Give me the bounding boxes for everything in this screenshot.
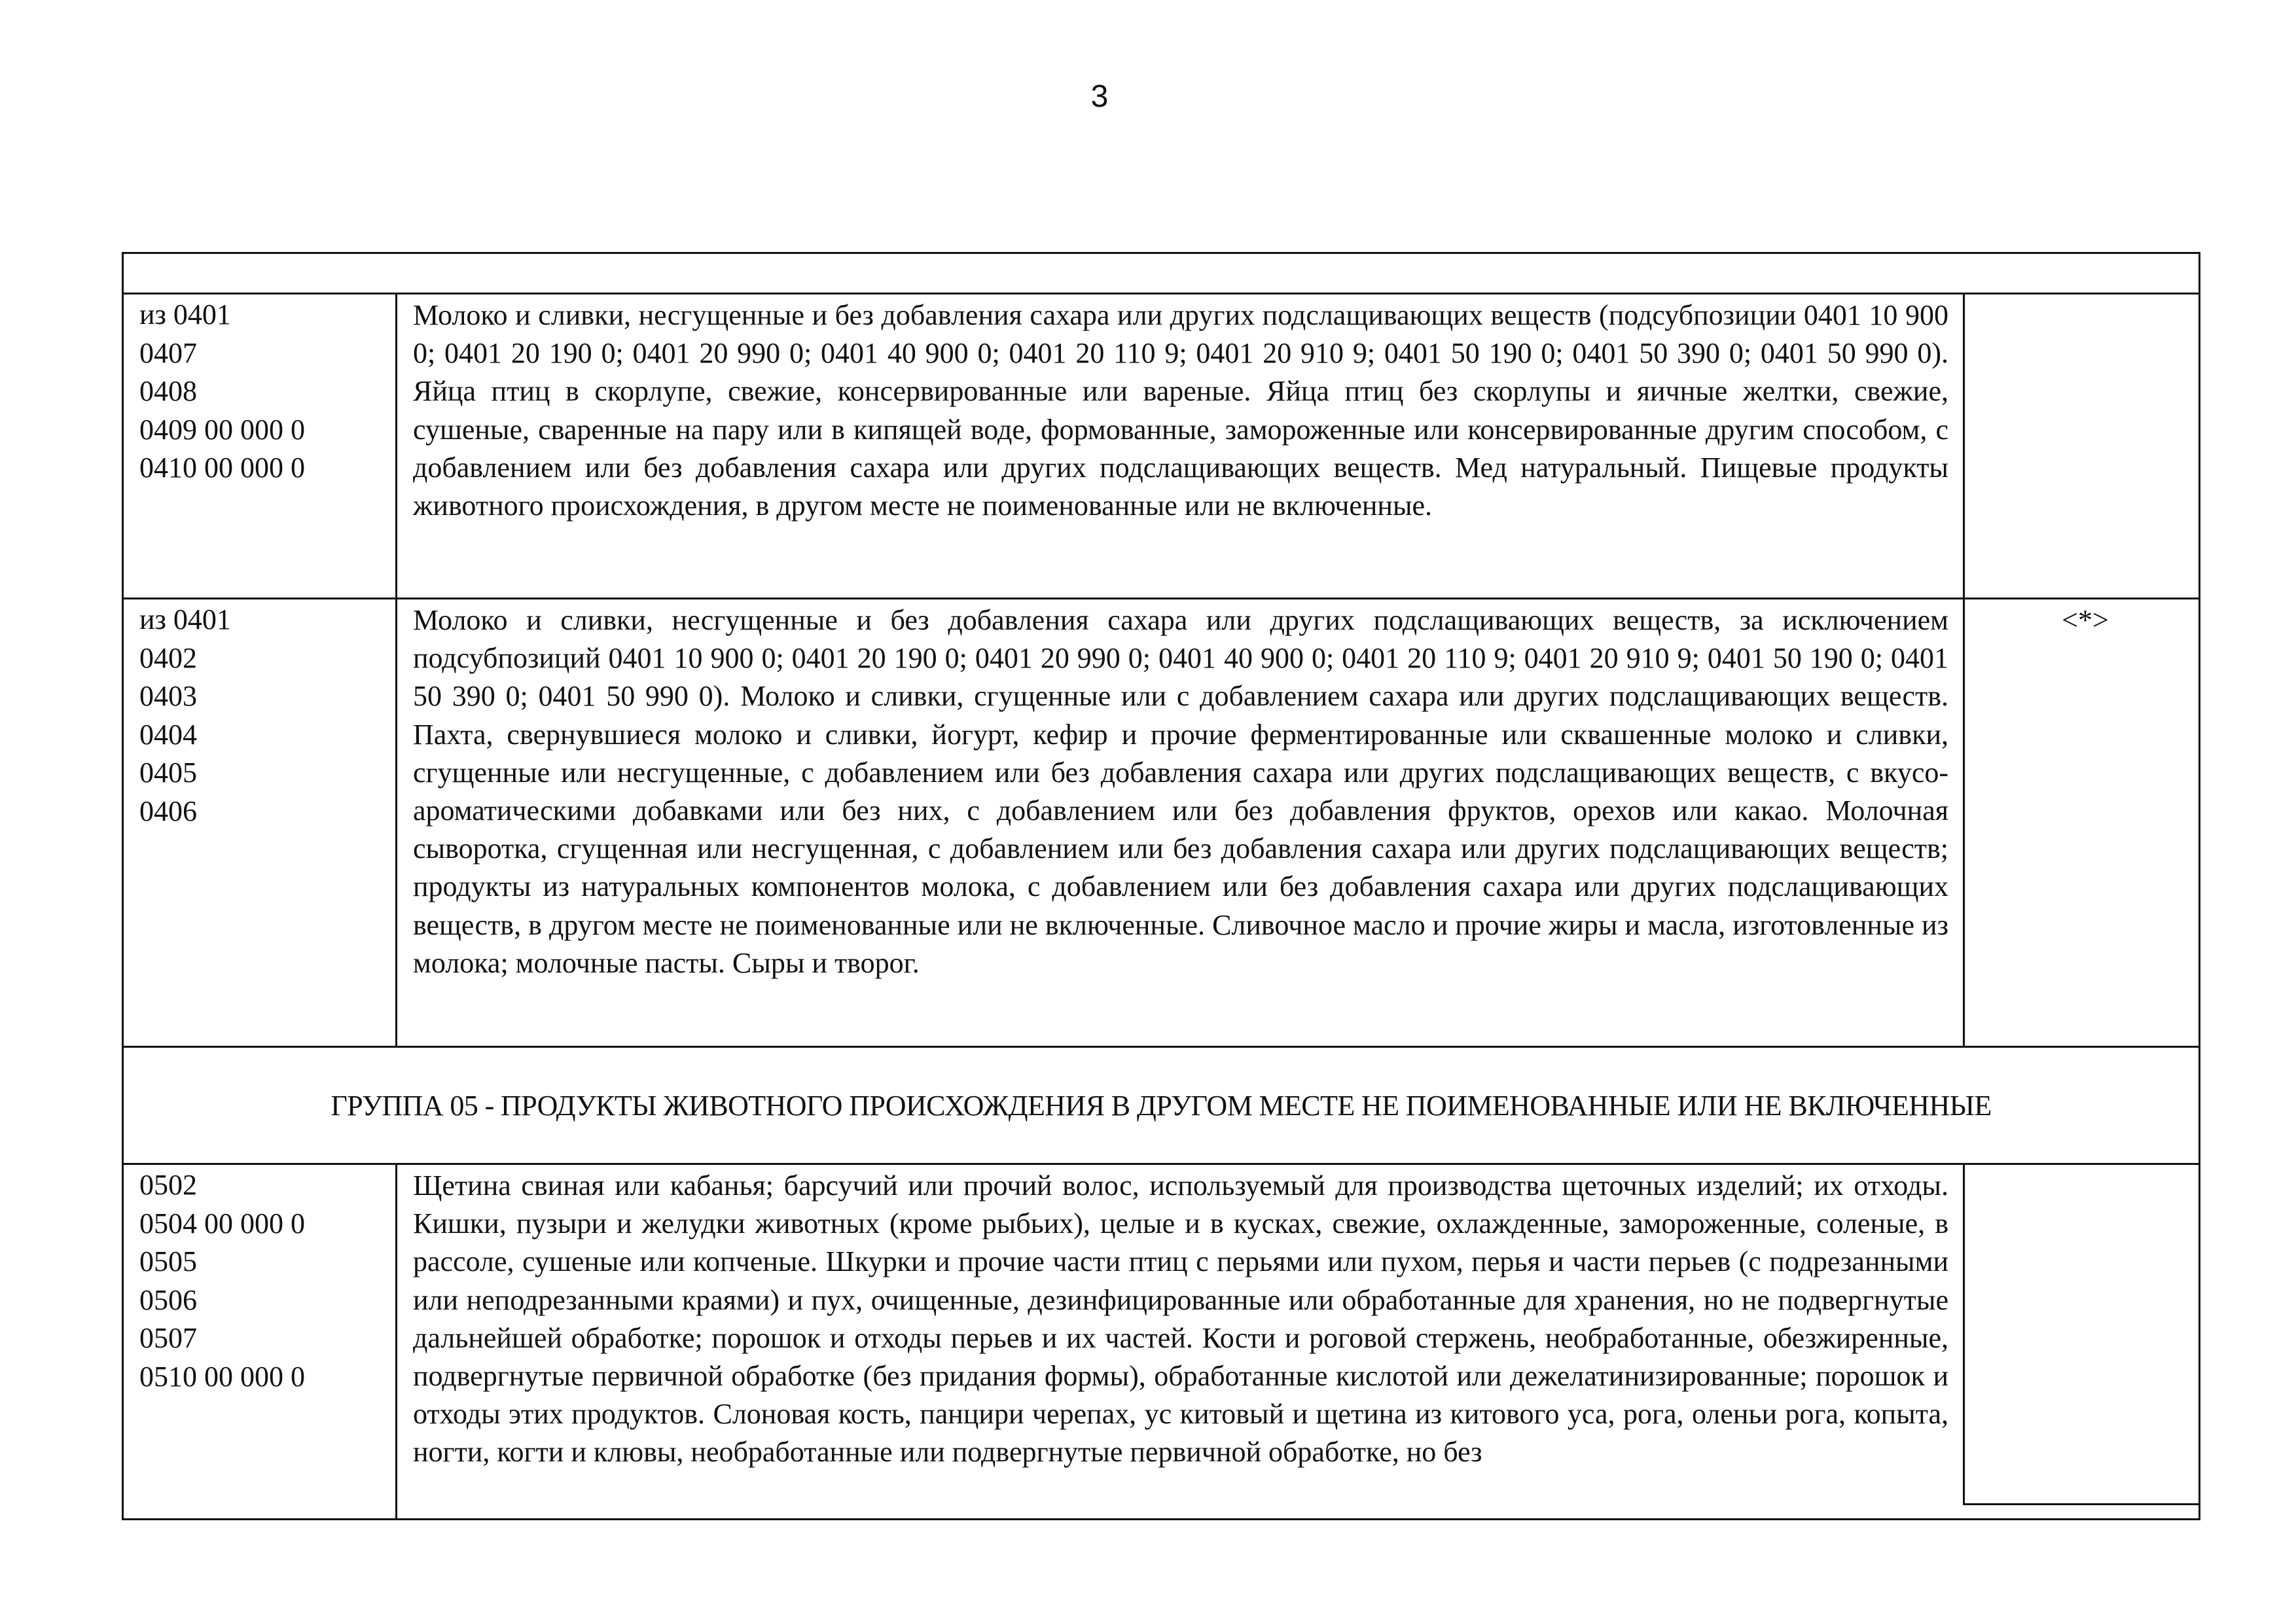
hs-code: из 0401 (139, 603, 231, 635)
hs-code: из 0401 (139, 298, 231, 330)
continued-row-clip (124, 1165, 2198, 1518)
hs-code: 0403 (139, 680, 197, 712)
hs-code: 0409 00 000 0 (139, 413, 305, 446)
row-description: Молоко и сливки, несгущенные и без добавления сахара или других подслащивающих веществ (подсубпозиции 0401 10 900 0; 0401 20 190 0; 0401 20 990 0; 0401 40 900 0; 0401 20 110 9; 0401 20 910 9; 0401 50 190 0; 0401 50 390 0; 0401 50 990 0). Яйца птиц в скорлупе, свежие, консервированные или вареные. Яйца птиц без скорлупы и яичные желтки, свежие, сушеные, сваренные на пару или в кипящей воде, формованные, замороженные или консервированные другим способом, с добавлением или без добавления сахара или других подслащивающих веществ. Мед натуральный. Пищевые продукты животного происхождения, в другом месте не поименованные или не включенные. (413, 299, 1948, 522)
hs-code: 0506 (139, 1283, 197, 1316)
row-codes (139, 296, 382, 488)
table-rule-row2-end (124, 1046, 2198, 1048)
hs-code: 0405 (139, 757, 197, 789)
hs-code: 0504 00 000 0 (139, 1207, 305, 1240)
tariff-table (122, 252, 2200, 1520)
table-rule-header (124, 293, 2198, 294)
group-heading: ГРУППА 05 - ПРОДУКТЫ ЖИВОТНОГО ПРОИСХОЖДЕНИЯ В ДРУГОМ МЕСТЕ НЕ ПОИМЕНОВАННЫЕ ИЛИ НЕ ВКЛЮЧЕННЫЕ (331, 1090, 1992, 1122)
hs-code: 0505 (139, 1245, 197, 1277)
column-rule-codes (395, 293, 397, 1046)
row-codes (139, 601, 382, 830)
hs-code: 0507 (139, 1322, 197, 1354)
column-rule-mark (1963, 293, 1965, 1046)
hs-code: 0408 (139, 375, 197, 407)
hs-code: 0407 (139, 336, 197, 369)
hs-code: 0502 (139, 1169, 197, 1201)
row-description: Щетина свиная или кабанья; барсучий или прочий волос, используемый для производства щеточных изделий; их отходы. Кишки, пузыри и желудки животных (кроме рыбьих), целые и в кусках, свежие, охлажденные, замороженные, соленые, в рассоле, сушеные или копченые. Шкурки и прочие части птиц с перьями или пухом, перья и части перьев (с подрезанными или неподрезанными краями) и пух, очищенные, дезинфицированные или обработанные для хранения, но не подвергнутые дальнейшей обработке; порошок и отходы перьев и их частей. Кости и роговой стержень, необработанные, обезжиренные, подвергнутые первичной обработке (без придания формы), обработанные кислотой или дежелатинизированные; порошок и отходы этих продуктов. Слоновая кость, панцири черепах, ус китовый и щетина из китового уса, рога, оленьи рога, копыта, ногти, когти и клювы, необработанные или подвергнутые первичной обработке, но без (413, 1169, 1948, 1469)
hs-code: 0406 (139, 794, 197, 827)
row-description: Молоко и сливки, несгущенные и без добавления сахара или других подслащивающих веществ, за исключением подсубпозиций 0401 10 900 0; 0401 20 190 0; 0401 20 990 0; 0401 40 900 0; 0401 20 110 9; 0401 20 910 9; 0401 50 190 0; 0401 50 390 0; 0401 50 990 0). Молоко и сливки, сгущенные или с добавлением сахара или других подслащивающих веществ. Пахта, свернувшиеся молоко и сливки, йогурт, кефир и прочие ферментированные или сквашенные молоко и сливки, сгущенные или несгущенные, с добавлением или без добавления сахара или других подслащивающих веществ, с вкусо-ароматическими добавками или без них, с добавлением или без добавления фруктов, орехов или какао. Молочная сыворотка, сгущенная или несгущенная, с добавлением или без добавления сахара или других подслащивающих веществ; продукты из натуральных компонентов молока, с добавлением или без добавления сахара или других подслащивающих веществ, в другом месте не поименованные или не включенные. Сливочное масло и прочие жиры и масла, изготовленные из молока; молочные пасты. Сыры и творог. (413, 604, 1948, 979)
hs-code: 0404 (139, 718, 197, 751)
page-number: 3 (1090, 79, 1109, 114)
hs-code: 0410 00 000 0 (139, 452, 305, 484)
table-rule-row1-end (124, 597, 2198, 599)
hs-code: 0510 00 000 0 (139, 1360, 305, 1393)
row-mark: <*> (2062, 604, 2109, 636)
hs-code: 0402 (139, 641, 197, 674)
